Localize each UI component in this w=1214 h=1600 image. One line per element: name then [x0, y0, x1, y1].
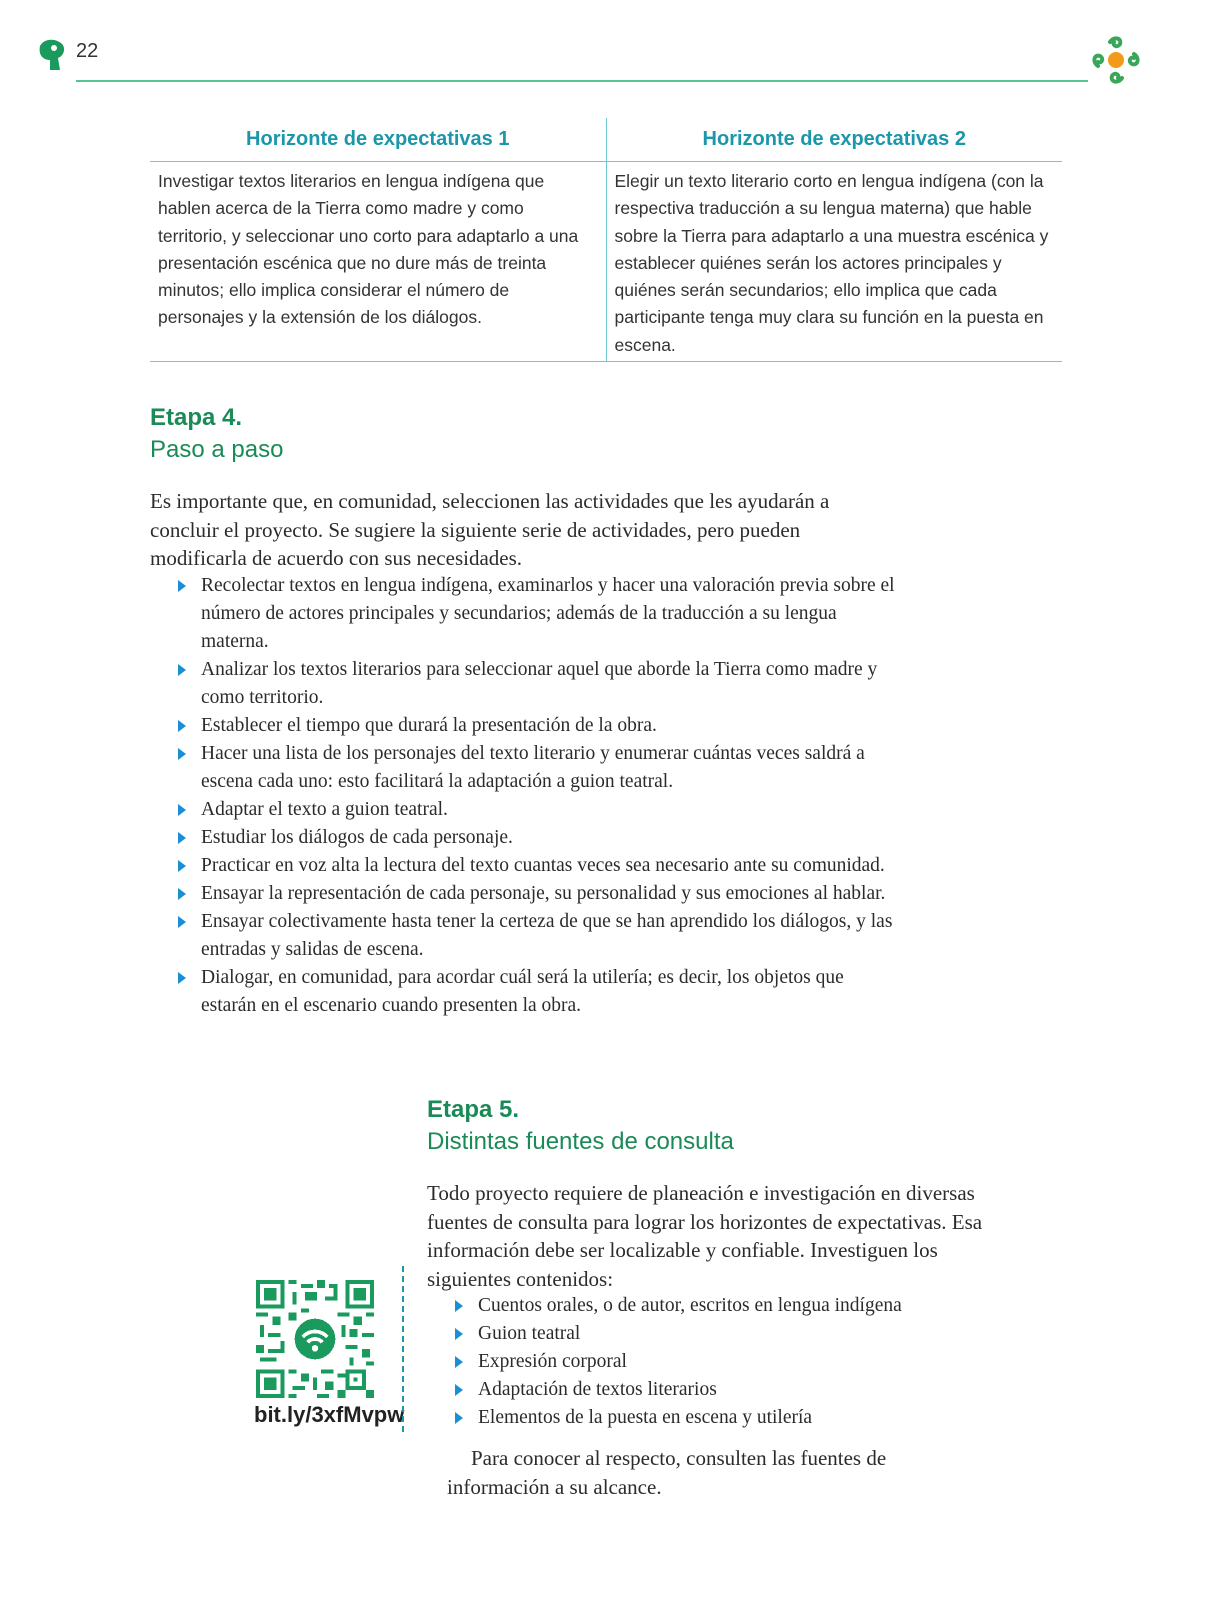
list-item: Establecer el tiempo que durará la presentación de la obra.	[175, 712, 900, 740]
stage-4-name: Paso a paso	[150, 436, 284, 463]
qr-dashed-divider	[402, 1266, 404, 1432]
page-number: 22	[76, 40, 99, 62]
horizon-2-header: Horizonte de expectativas 2	[606, 118, 1062, 162]
list-item: Adaptación de textos literarios	[452, 1376, 1012, 1404]
qr-code-icon[interactable]	[256, 1280, 374, 1398]
bullet-arrow-icon	[178, 664, 186, 676]
stage-4-heading	[150, 402, 283, 466]
bullet-arrow-icon	[178, 832, 186, 844]
stage-5-topics-list	[452, 1292, 1012, 1432]
bullet-arrow-icon	[178, 916, 186, 928]
bullet-arrow-icon	[178, 580, 186, 592]
bullet-arrow-icon	[178, 748, 186, 760]
bullet-arrow-icon	[178, 804, 186, 816]
bullet-arrow-icon	[455, 1328, 463, 1340]
community-symbol-icon	[1088, 32, 1144, 88]
bullet-arrow-icon	[455, 1300, 463, 1312]
list-item: Dialogar, en comunidad, para acordar cuál será la utilería; es decir, los objetos que estarán en el escenario cuando presenten la obra.	[175, 964, 900, 1020]
horizon-1-header: Horizonte de expectativas 1	[150, 118, 606, 162]
list-item: Cuentos orales, o de autor, escritos en lengua indígena	[452, 1292, 1012, 1320]
bullet-arrow-icon	[455, 1356, 463, 1368]
list-item: Elementos de la puesta en escena y utilería	[452, 1404, 1012, 1432]
list-item: Ensayar la representación de cada personaje, su personalidad y sus emociones al hablar.	[175, 880, 900, 908]
stage-5-heading	[427, 1094, 734, 1158]
horizon-1-text: Investigar textos literarios en lengua indígena que hablen acerca de la Tierra como madre y como territorio, y seleccionar uno corto para adaptarlo a una presentación escénica que no dure más de treinta minutos; ello implica considerar el número de personajes y la extensión de los diálogos.	[150, 162, 606, 362]
list-item: Expresión corporal	[452, 1348, 1012, 1376]
horizon-2-text: Elegir un texto literario corto en lengua indígena (con la respectiva traducción a su lengua materna) que hable sobre la Tierra para adaptarlo a una muestra escénica y establecer quiénes serán los actores principales y quiénes serán secundarios; ello implica que cada participante tenga muy clara su función en la puesta en escena.	[606, 162, 1062, 362]
list-item: Practicar en voz alta la lectura del texto cuantas veces sea necesario ante su comunidad.	[175, 852, 900, 880]
horizons-table	[150, 118, 1062, 362]
list-item: Estudiar los diálogos de cada personaje.	[175, 824, 900, 852]
stage-4-number: Etapa 4.	[150, 404, 243, 431]
list-item: Ensayar colectivamente hasta tener la certeza de que se han aprendido los diálogos, y las entradas y salidas de escena.	[175, 908, 900, 964]
bullet-arrow-icon	[178, 888, 186, 900]
qr-link-text[interactable]: bit.ly/3xfMvpw	[254, 1402, 405, 1427]
bullet-arrow-icon	[178, 972, 186, 984]
stage-5-name: Distintas fuentes de consulta	[427, 1128, 734, 1155]
stage-4-intro: Es importante que, en comunidad, seleccionen las actividades que les ayudarán a concluir el proyecto. Se sugiere la siguiente serie de actividades, pero pueden modificarla de acuerdo con sus necesidades.	[150, 489, 830, 571]
list-item: Guion teatral	[452, 1320, 1012, 1348]
list-item: Analizar los textos literarios para seleccionar aquel que aborde la Tierra como madre y como territorio.	[175, 656, 900, 712]
stage-5-intro: Todo proyecto requiere de planeación e investigación en diversas fuentes de consulta para lograr los horizontes de expectativas. Esa información debe ser localizable y confiable. Investiguen los siguientes contenidos:	[427, 1181, 983, 1291]
bullet-arrow-icon	[455, 1384, 463, 1396]
list-item: Adaptar el texto a guion teatral.	[175, 796, 900, 824]
list-item: Recolectar textos en lengua indígena, examinarlos y hacer una valoración previa sobre el número de actores principales y secundarios; además de la traducción a su lengua materna.	[175, 572, 900, 656]
stage-5-closing: Para conocer al respecto, consulten las fuentes de información a su alcance.	[447, 1446, 887, 1499]
book-logo-icon	[36, 36, 68, 72]
stage-4-activities-list	[175, 572, 900, 1020]
list-item: Hacer una lista de los personajes del texto literario y enumerar cuántas veces saldrá a escena cada uno: esto facilitará la adaptación a guion teatral.	[175, 740, 900, 796]
stage-5-number: Etapa 5.	[427, 1096, 520, 1123]
header-divider	[76, 80, 1088, 82]
bullet-arrow-icon	[455, 1412, 463, 1424]
bullet-arrow-icon	[178, 860, 186, 872]
bullet-arrow-icon	[178, 720, 186, 732]
